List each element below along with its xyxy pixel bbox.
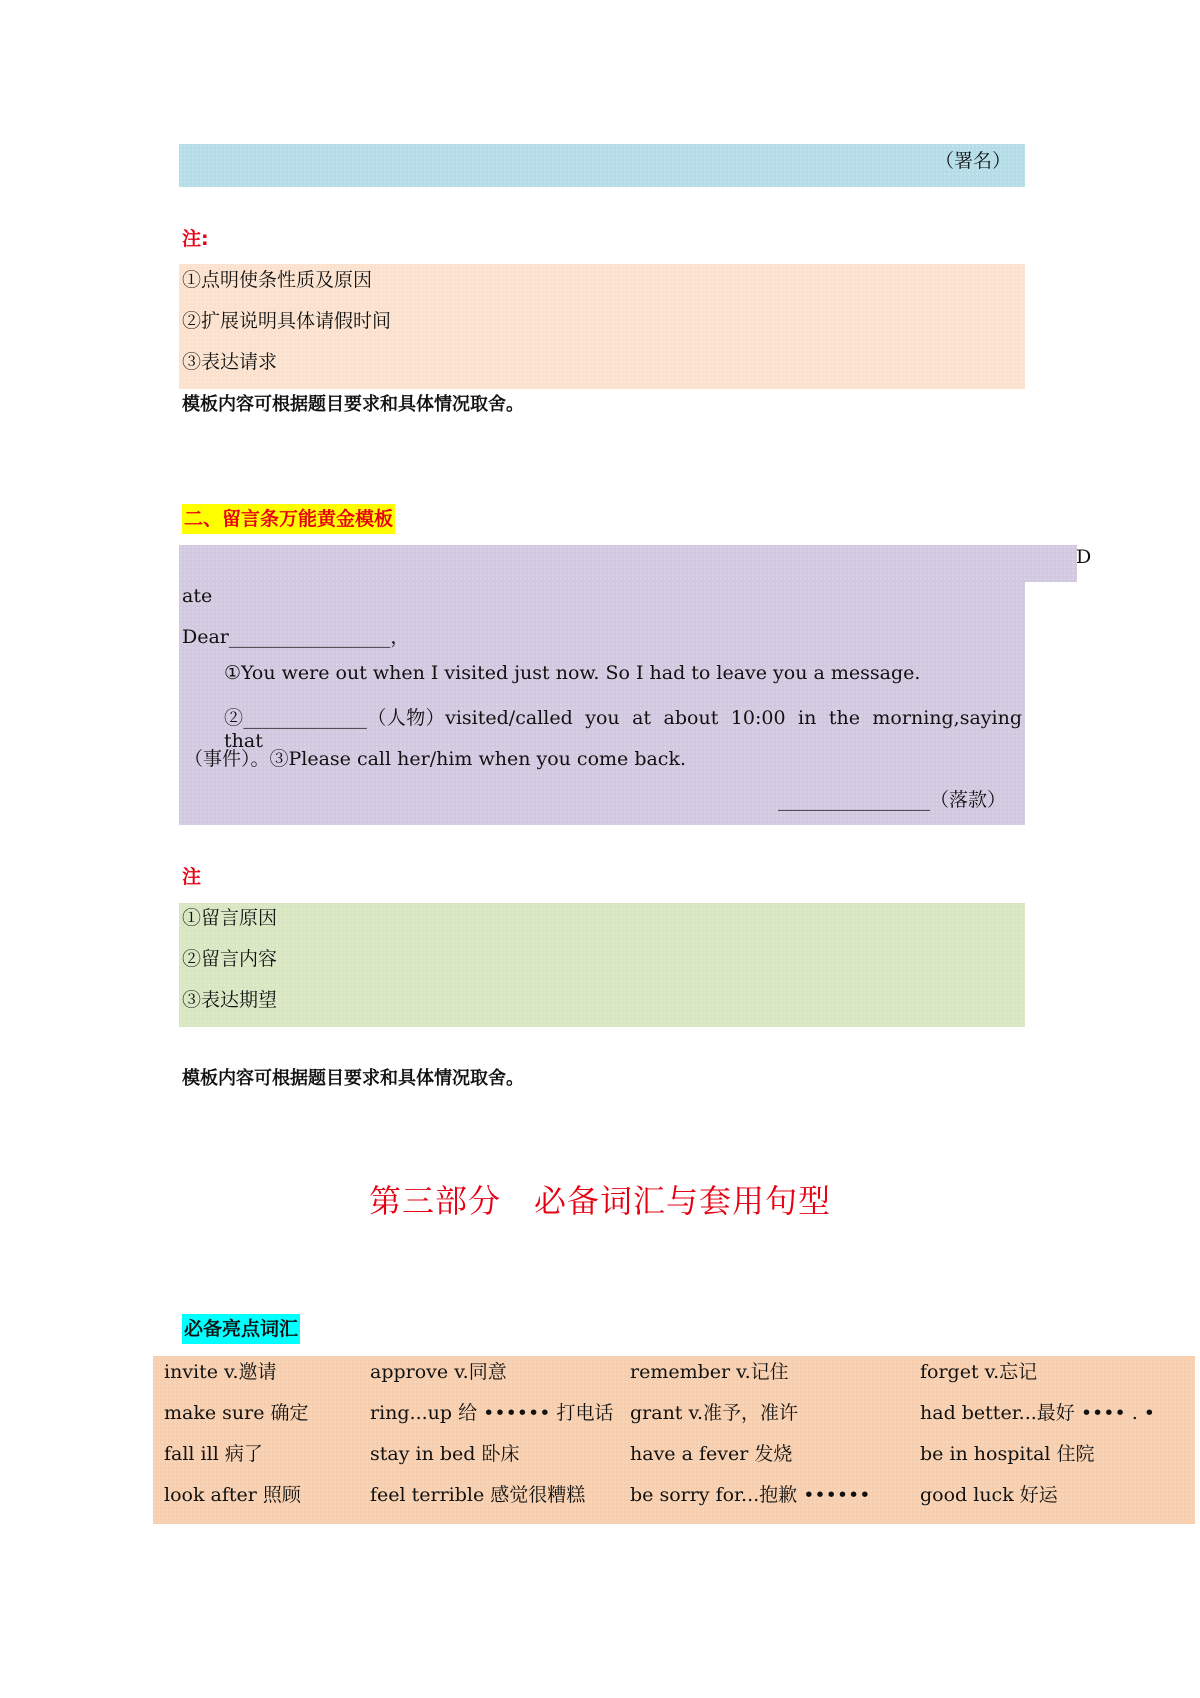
note-item: ②留言内容 <box>182 948 278 970</box>
part-title: 第三部分 必备词汇与套用句型 <box>368 1182 831 1220</box>
vocab-cell: be sorry for...抱歉 •••••• <box>630 1484 871 1506</box>
vocab-cell: good luck 好运 <box>920 1484 1058 1506</box>
vocab-cell: fall ill 病了 <box>164 1443 263 1465</box>
vocab-cell: stay in bed 卧床 <box>370 1443 520 1465</box>
note-label: 注 <box>182 866 202 888</box>
template-line-1: ①You were out when I visited just now. So I had to leave you a message. <box>224 662 921 684</box>
note-box <box>179 903 1025 1027</box>
template-line-3: （事件）。③Please call her/him when you come back. <box>184 748 686 770</box>
signature-placeholder: （署名） <box>934 150 1011 172</box>
salutation: Dear_________________， <box>182 626 410 648</box>
template-line-2: ②_____________（人物）visited/called you at about 10:00 in the morning,saying that <box>224 707 1022 752</box>
date-rest: ate <box>182 585 213 607</box>
template-sign: ________________（落款） <box>778 789 1007 811</box>
note-item: ②扩展说明具体请假时间 <box>182 310 392 332</box>
vocab-cell: feel terrible 感觉很糟糕 <box>370 1484 586 1506</box>
vocab-heading: 必备亮点词汇 <box>182 1314 300 1344</box>
vocab-cell: invite v.邀请 <box>164 1361 277 1383</box>
note-item: ①留言原因 <box>182 907 278 929</box>
section-heading: 二、留言条万能黄金模板 <box>182 504 395 534</box>
note-item: ①点明使条性质及原因 <box>182 269 373 291</box>
vocab-cell: forget v.忘记 <box>920 1361 1038 1383</box>
signature-box <box>179 144 1025 187</box>
note-item: ③表达期望 <box>182 989 278 1011</box>
vocab-cell: grant v.准予，准许 <box>630 1402 799 1424</box>
note-item: ③表达请求 <box>182 351 278 373</box>
vocab-cell: had better...最好 •••• . • <box>920 1402 1155 1424</box>
vocab-cell: remember v.记住 <box>630 1361 789 1383</box>
date-letter: D <box>1076 546 1092 568</box>
vocab-cell: make sure 确定 <box>164 1402 309 1424</box>
vocab-cell: ring...up 给 •••••• 打电话 <box>370 1402 614 1424</box>
vocab-cell: approve v.同意 <box>370 1361 507 1383</box>
note-footer: 模板内容可根据题目要求和具体情况取舍。 <box>182 394 524 415</box>
vocab-cell: be in hospital 住院 <box>920 1443 1095 1465</box>
note-label: 注: <box>182 228 209 250</box>
note-footer: 模板内容可根据题目要求和具体情况取舍。 <box>182 1068 524 1089</box>
vocab-cell: look after 照顾 <box>164 1484 301 1506</box>
vocab-cell: have a fever 发烧 <box>630 1443 793 1465</box>
template-box-top <box>179 545 1077 582</box>
